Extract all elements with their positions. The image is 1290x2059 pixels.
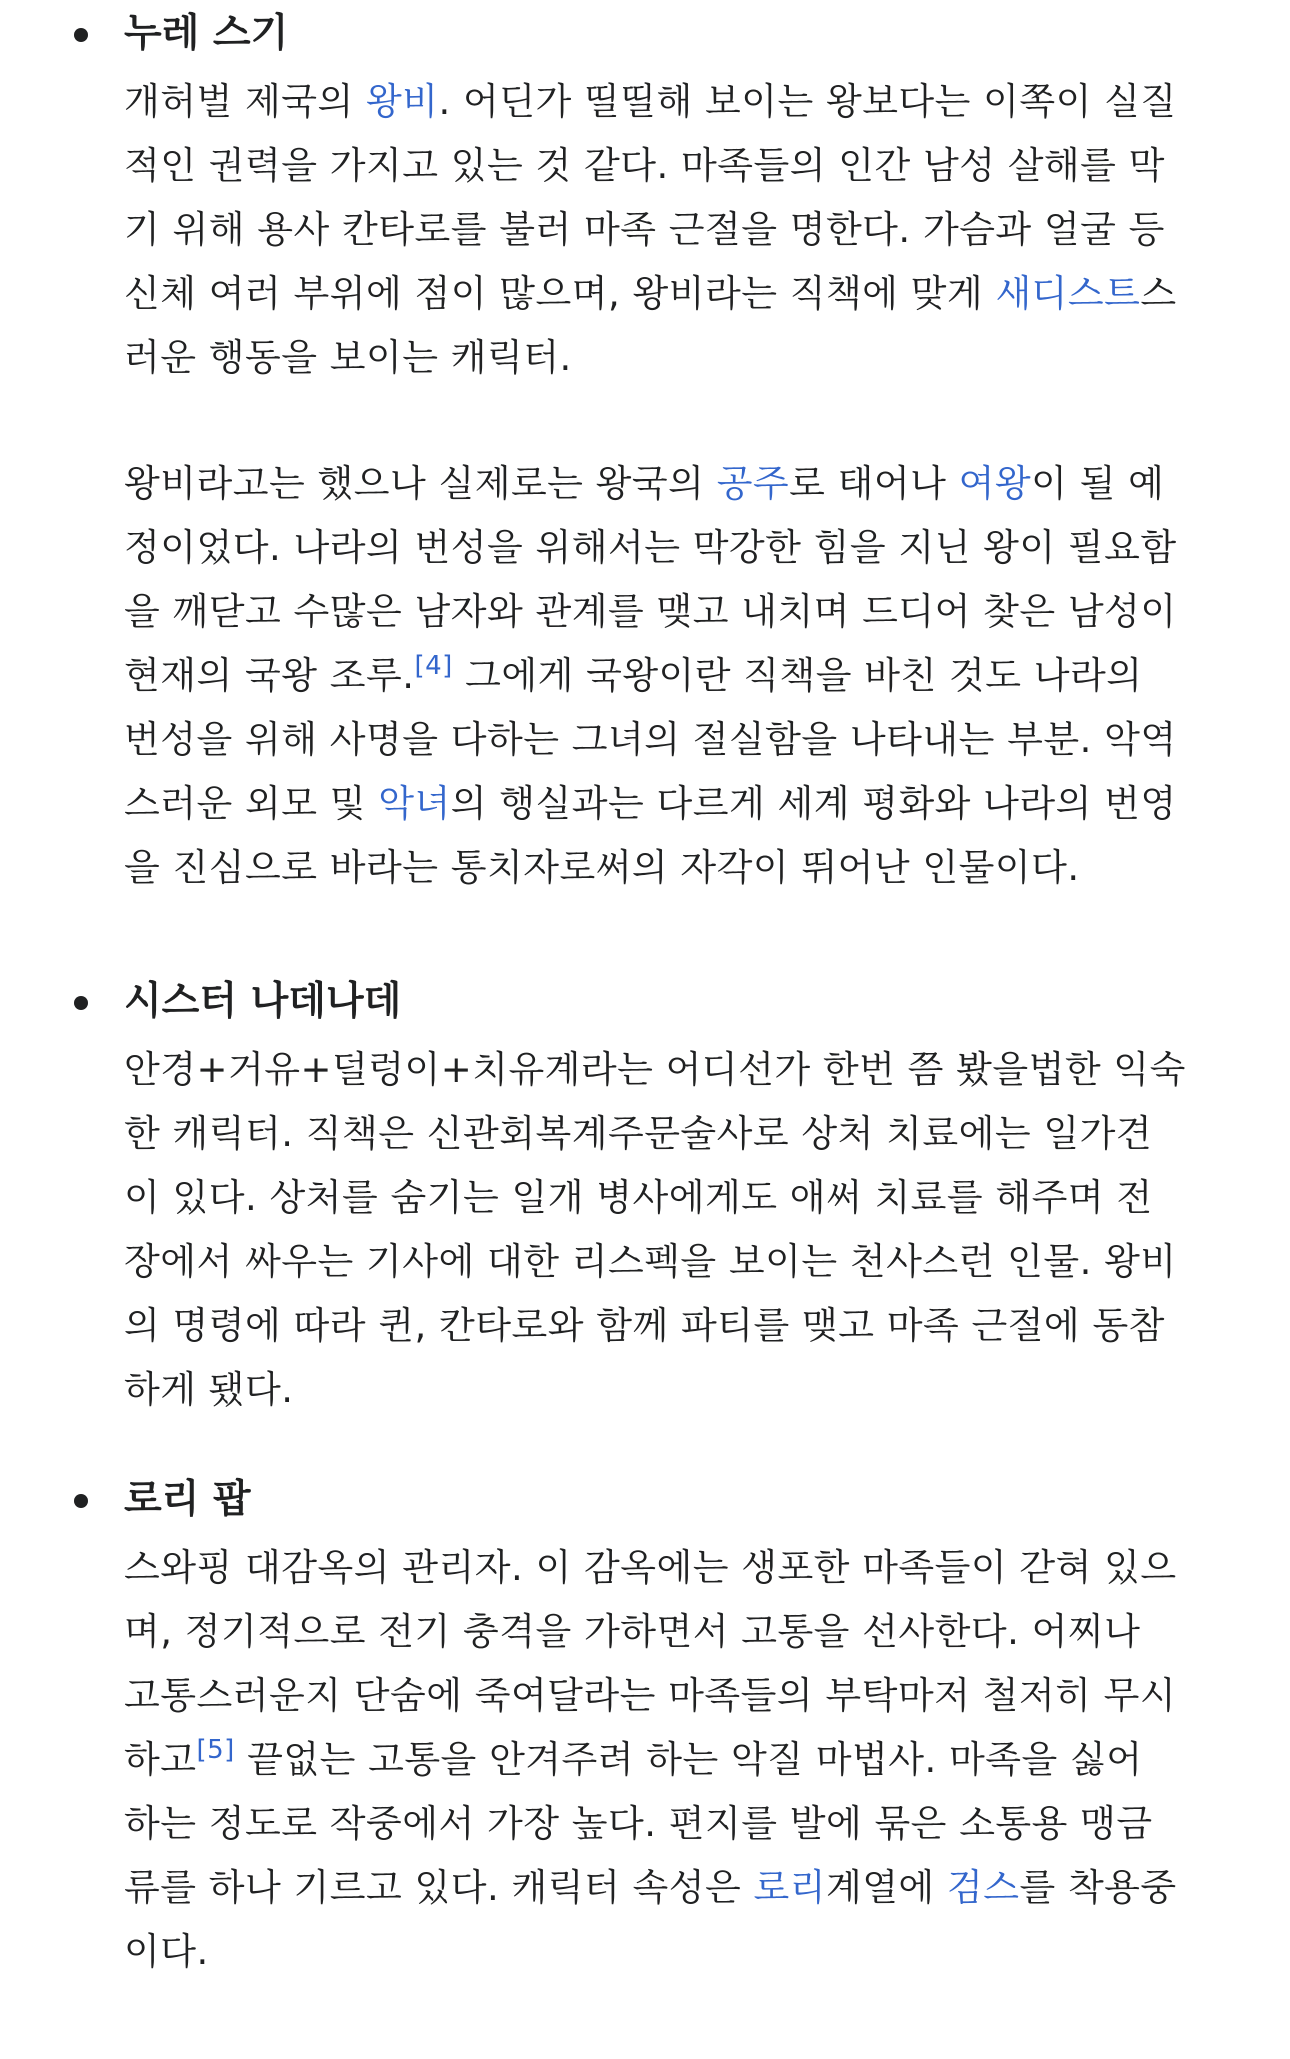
text-line: 이 있다. 상처를 숨기는 일개 병사에게도 애써 치료를 해주며 전 xyxy=(124,1176,1153,1219)
link-queen-regnant[interactable]: 여왕 xyxy=(958,462,1032,505)
text-segment: 그에게 국왕이란 직책을 바친 것도 나라의 xyxy=(452,654,1143,697)
link-black-stockings[interactable]: 검스 xyxy=(946,1866,1020,1909)
link-princess[interactable]: 공주 xyxy=(716,462,790,505)
text-segment: 현재의 국왕 조루. xyxy=(124,654,415,697)
character-name: 시스터 나데나데 xyxy=(124,979,402,1024)
text-line: 이다. xyxy=(124,1930,209,1973)
text-line xyxy=(124,262,1177,326)
text-segment: 스러운 외모 및 xyxy=(124,782,379,825)
text-segment: 스 xyxy=(1140,272,1177,315)
link-sadist[interactable]: 새디스트 xyxy=(995,272,1141,315)
text-line: 을 진심으로 바라는 통치자로써의 자각이 뛰어난 인물이다. xyxy=(124,846,1080,889)
text-segment: 이 될 예 xyxy=(1031,462,1165,505)
list-bullet xyxy=(74,996,88,1010)
text-line: 정이었다. 나라의 번성을 위해서는 막강한 힘을 지닌 왕이 필요함 xyxy=(124,526,1177,569)
text-segment: 의 행실과는 다르게 세계 평화와 나라의 번영 xyxy=(450,782,1177,825)
character-description xyxy=(124,1536,1177,1984)
character-description xyxy=(124,70,1177,390)
text-line xyxy=(124,1728,1177,1792)
text-segment: 왕비라고는 했으나 실제로는 왕국의 xyxy=(124,462,717,505)
text-line: 의 명령에 따라 퀸, 칸타로와 함께 파티를 맺고 마족 근절에 동참 xyxy=(124,1304,1165,1347)
text-segment: 하고 xyxy=(124,1738,197,1781)
text-line: 한 캐릭터. 직책은 신관회복계주문술사로 상처 치료에는 일가견 xyxy=(124,1112,1153,1155)
link-queen[interactable]: 왕비 xyxy=(365,80,439,123)
text-line: 하게 됐다. xyxy=(124,1368,294,1411)
list-bullet xyxy=(74,1494,88,1508)
text-line: 기 위해 용사 칸타로를 불러 마족 근절을 명한다. 가슴과 얼굴 등 xyxy=(124,208,1165,251)
character-name: 로리 팝 xyxy=(124,1477,251,1522)
text-line: 적인 권력을 가지고 있는 것 같다. 마족들의 인간 남성 살해를 막 xyxy=(124,144,1165,187)
text-line: 스와핑 대감옥의 관리자. 이 감옥에는 생포한 마족들이 갇혀 있으 xyxy=(124,1546,1177,1589)
footnote-ref-5[interactable]: [5] xyxy=(196,1735,235,1765)
text-segment: 개허벌 제국의 xyxy=(124,80,366,123)
text-segment: 류를 하나 기르고 있다. 캐릭터 속성은 xyxy=(124,1866,754,1909)
text-line xyxy=(124,70,1177,134)
text-line xyxy=(124,772,1177,836)
text-line: 장에서 싸우는 기사에 대한 리스펙을 보이는 천사스런 인물. 왕비 xyxy=(124,1240,1177,1283)
text-segment: 로 태어나 xyxy=(789,462,959,505)
text-line: 번성을 위해 사명을 다하는 그녀의 절실함을 나타내는 부분. 악역 xyxy=(124,718,1177,761)
character-description xyxy=(124,452,1177,900)
text-line: 러운 행동을 보이는 캐릭터. xyxy=(124,336,572,379)
text-line xyxy=(124,644,1177,708)
list-bullet xyxy=(74,28,88,42)
text-line: 을 깨닫고 수많은 남자와 관계를 맺고 내치며 드디어 찾은 남성이 xyxy=(124,590,1177,633)
text-line: 고통스러운지 단숨에 죽여달라는 마족들의 부탁마저 철저히 무시 xyxy=(124,1674,1177,1717)
text-line: 안경+거유+덜렁이+치유계라는 어디선가 한번 쯤 봤을법한 익숙 xyxy=(124,1048,1186,1091)
link-villainess[interactable]: 악녀 xyxy=(378,782,451,825)
text-line: 하는 정도로 작중에서 가장 높다. 편지를 발에 묶은 소통용 맹금 xyxy=(124,1802,1153,1845)
text-segment: 끝없는 고통을 안겨주려 하는 악질 마법사. 마족을 싫어 xyxy=(234,1738,1143,1781)
link-lolita[interactable]: 로리 xyxy=(753,1866,826,1909)
text-segment: 를 착용중 xyxy=(1019,1866,1177,1909)
text-line: 며, 정기적으로 전기 충격을 가하면서 고통을 선사한다. 어찌나 xyxy=(124,1610,1141,1653)
text-line xyxy=(124,452,1177,516)
text-segment: . 어딘가 띨띨해 보이는 왕보다는 이쪽이 실질 xyxy=(438,80,1177,123)
footnote-ref-4[interactable]: [4] xyxy=(414,651,453,681)
character-name: 누레 스기 xyxy=(124,11,289,56)
text-line xyxy=(124,1856,1177,1920)
text-segment: 계열에 xyxy=(825,1866,947,1909)
text-segment: 신체 여러 부위에 점이 많으며, 왕비라는 직책에 맞게 xyxy=(124,272,996,315)
character-description xyxy=(124,1038,1186,1422)
